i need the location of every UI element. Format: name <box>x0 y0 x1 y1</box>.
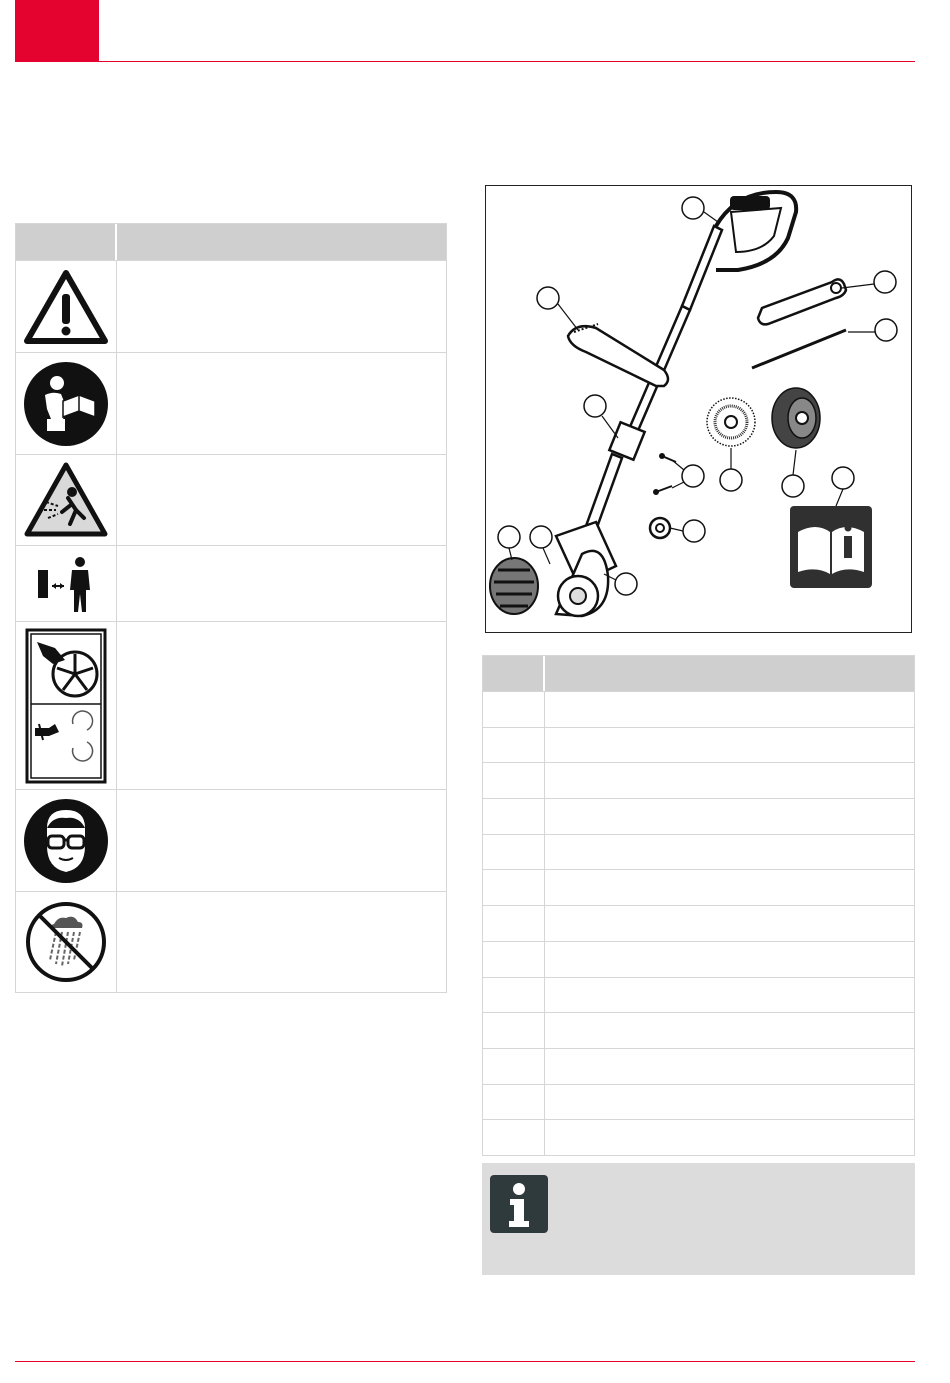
symbol-row <box>16 892 446 992</box>
table-row <box>483 762 914 798</box>
info-icon <box>490 1175 548 1233</box>
table-row <box>483 977 914 1013</box>
no-rain-icon <box>16 892 117 992</box>
rotating-brush-warning-icon <box>16 622 117 789</box>
table-row <box>483 1084 914 1120</box>
parts-table <box>482 655 915 1156</box>
table-row <box>483 941 914 977</box>
product-figure <box>485 185 912 633</box>
symbol-row <box>16 622 446 790</box>
symbol-column-header <box>16 224 117 260</box>
table-row <box>483 691 914 727</box>
keep-distance-icon <box>16 546 117 621</box>
wire-brush-weeder-illustration <box>486 186 911 632</box>
table-row <box>483 1012 914 1048</box>
symbol-row <box>16 546 446 622</box>
symbol-row <box>16 455 446 546</box>
symbol-row <box>16 353 446 455</box>
flying-debris-warning-icon <box>16 455 117 545</box>
table-row <box>483 1119 914 1155</box>
warning-triangle-icon <box>16 261 117 352</box>
table-row <box>483 905 914 941</box>
table-row <box>483 1048 914 1084</box>
position-column-header <box>483 656 545 691</box>
symbol-row <box>16 261 446 353</box>
parts-table-header <box>483 656 914 691</box>
header-rule <box>99 61 915 62</box>
chapter-marker <box>15 0 99 62</box>
description-column-header <box>545 656 914 691</box>
footer-rule <box>15 1361 915 1362</box>
info-box <box>482 1163 915 1275</box>
read-manual-icon <box>16 353 117 454</box>
info-book-icon <box>790 506 872 588</box>
symbols-table-header <box>16 224 446 261</box>
table-row <box>483 798 914 834</box>
table-row <box>483 727 914 763</box>
meaning-column-header <box>117 224 446 260</box>
table-row <box>483 834 914 870</box>
table-row <box>483 869 914 905</box>
symbols-table <box>15 223 447 993</box>
wear-safety-glasses-icon <box>16 790 117 891</box>
symbol-row <box>16 790 446 892</box>
